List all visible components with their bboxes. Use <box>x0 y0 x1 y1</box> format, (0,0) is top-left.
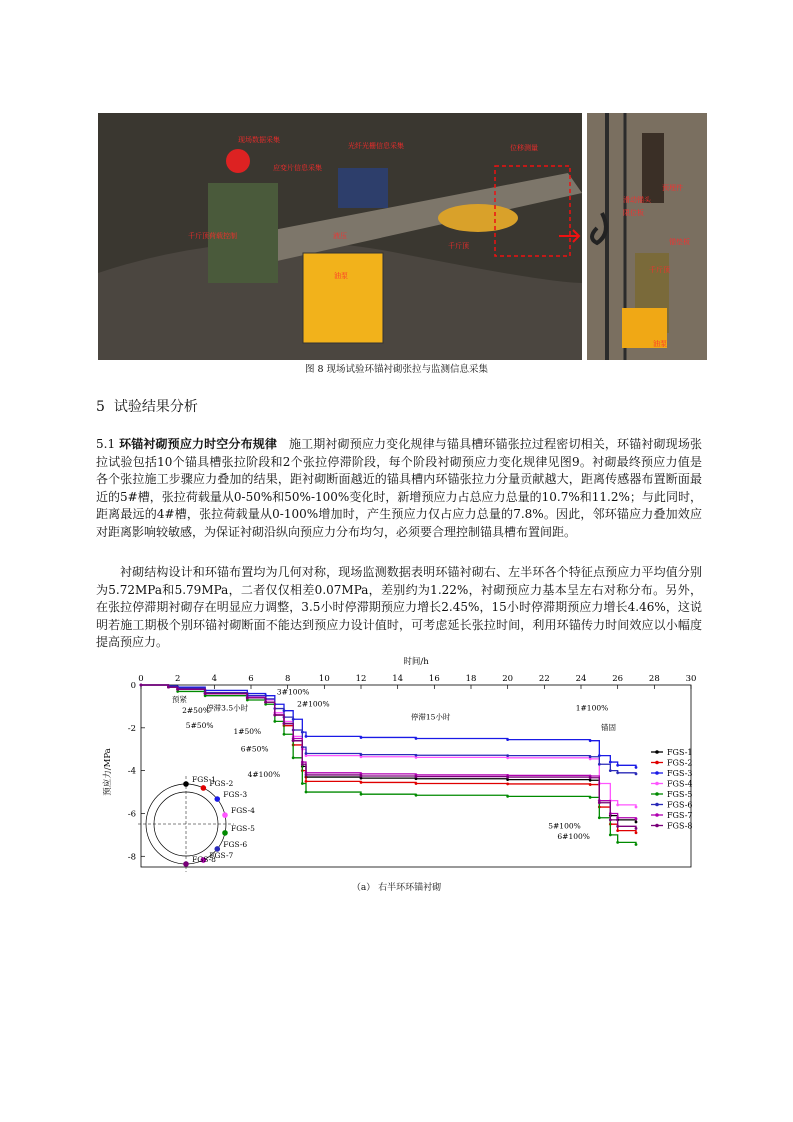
photo-label: 光纤光栅信息采集 <box>348 142 404 150</box>
chart-annotation: 2#50% <box>182 705 210 715</box>
gauge-label: FGS-3 <box>223 790 248 800</box>
anchor-detail-photo <box>587 113 707 360</box>
x-tick-label: 4 <box>211 674 218 684</box>
legend-label: FGS-6 <box>667 800 693 810</box>
legend-label: FGS-4 <box>667 779 693 789</box>
paragraph-2 <box>96 564 702 652</box>
chart-annotation: 6#100% <box>557 832 590 842</box>
chart-annotation: 2#100% <box>297 699 330 709</box>
prestress-chart-svg <box>96 652 716 882</box>
y-tick-label: -8 <box>127 852 136 863</box>
data-point <box>301 782 304 785</box>
data-point <box>598 763 601 766</box>
legend-label: FGS-5 <box>667 790 693 799</box>
prestress-chart <box>96 652 716 882</box>
data-point <box>305 780 308 783</box>
gauge-label: FGS-1 <box>192 775 216 784</box>
data-point <box>415 737 418 740</box>
data-point <box>204 692 207 695</box>
photo-label: 锚垫板 <box>669 238 690 246</box>
legend-label: FGS-3 <box>667 769 693 778</box>
chart-annotation: 停滞3.5小时 <box>206 703 249 713</box>
gauge-marker <box>222 812 228 818</box>
photo-label: 千斤顶 <box>448 242 469 250</box>
legend-label: FGS-7 <box>667 811 693 820</box>
x-tick-label: 22 <box>538 674 550 684</box>
data-point <box>506 778 509 781</box>
oil-pump-shape <box>303 253 383 343</box>
x-tick-label: 28 <box>648 674 660 684</box>
photo-label: 油泵 <box>653 340 667 348</box>
legend-label: FGS-2 <box>667 758 693 768</box>
monitor-shape <box>338 168 388 208</box>
data-point <box>616 841 619 844</box>
gauge-label: FGS-6 <box>223 839 248 849</box>
chart-annotation: 1#50% <box>233 727 262 737</box>
y-tick-label: 0 <box>130 681 136 691</box>
data-point <box>635 772 638 775</box>
data-point <box>635 821 638 824</box>
data-point <box>616 825 619 828</box>
worker-helmet <box>226 149 250 173</box>
x-tick-label: 8 <box>284 674 291 684</box>
data-point <box>246 696 249 699</box>
chart-annotation: 5#50% <box>185 720 214 730</box>
photo-label: 预埋件 <box>662 184 683 192</box>
data-point <box>609 761 612 764</box>
paragraph-1-text: 施工期衬砌预应力变化规律与锚具槽环锚张拉过程密切相关，环锚衬砌现场张拉试验包括10个锚具槽张拉阶段和2个张拉停滞阶段，每个阶段衬砌预应力变化规律见图9。衬砌最终预应力值是各个张拉施工步骤应力叠加的结果，距衬砌断面越近的锚具槽内环锚张拉力分量贡献越大，距离传感器布置断面最近的5#槽，张拉荷载量从0-50%和50%-100%变化时，新增预应力占总应力总量的10.7%和11.2%；与此同时，距离最远的4#槽，张拉荷载量从0-100%增加时，产生预应力仅占应力总量的7.8%。因此，邻环锚应力叠加效应对距离影响较敏感，为保证衬砌沿纵向预应力分布均匀，必须要合理控制锚具槽布置间距。 <box>96 437 702 539</box>
x-tick-label: 24 <box>575 674 587 684</box>
data-point <box>415 782 418 785</box>
gauge-label: FGS-7 <box>209 851 234 861</box>
data-point <box>609 833 612 836</box>
data-point <box>635 827 638 830</box>
x-tick-label: 30 <box>685 674 697 684</box>
x-tick-label: 0 <box>138 674 144 684</box>
subsection-title: 环锚衬砌预应力时空分布规律 <box>119 437 278 451</box>
data-point <box>616 804 619 807</box>
gauge-label: FGS-5 <box>230 823 255 833</box>
data-point <box>589 755 592 758</box>
data-point <box>609 769 612 772</box>
gauge-marker <box>183 861 189 867</box>
data-point <box>635 843 638 846</box>
y-tick-label: -4 <box>127 766 136 777</box>
chart-annotation: 3#100% <box>276 687 310 697</box>
x-axis-label: 时间/h <box>403 657 429 667</box>
photo-label: 千斤顶 <box>649 266 670 274</box>
data-point <box>506 738 509 741</box>
chart-annotation: 4#100% <box>247 770 281 780</box>
photo-label: 现场数据采集 <box>238 136 280 144</box>
gauge-marker <box>222 830 228 836</box>
legend-label: FGS-8 <box>667 821 693 831</box>
chart-annotation: 6#50% <box>240 744 269 754</box>
legend-marker <box>655 761 659 765</box>
x-tick-label: 6 <box>248 674 254 684</box>
photo-label: 液压 <box>333 232 347 240</box>
data-point <box>609 818 612 821</box>
photo-label: 限位板 <box>623 209 644 217</box>
gauge-label: FGS-2 <box>209 778 234 788</box>
data-point <box>305 774 308 777</box>
section-title: 试验结果分析 <box>113 399 198 415</box>
photo-label: 应变片信息采集 <box>273 164 322 172</box>
highlight-box <box>493 158 582 258</box>
site-photo-tensioning <box>98 113 582 360</box>
section-number: 5 <box>96 399 105 415</box>
chart-annotation: 1#100% <box>575 703 609 713</box>
data-point <box>589 783 592 786</box>
data-point <box>360 781 363 784</box>
legend-marker <box>655 782 659 786</box>
data-point <box>635 817 638 820</box>
section-heading <box>96 396 198 416</box>
photo-label: 油泵 <box>334 272 348 280</box>
chart-annotation: 停滞15小时 <box>410 712 451 722</box>
gauge-marker <box>183 781 189 787</box>
data-point <box>273 720 276 723</box>
data-point <box>292 756 295 759</box>
series-line-fgs-6 <box>141 685 636 774</box>
x-tick-label: 20 <box>502 674 514 684</box>
gauge-label: FGS-4 <box>230 806 255 816</box>
chart-annotation: 锚固 <box>601 722 616 732</box>
data-point <box>360 775 363 778</box>
data-point <box>140 684 143 687</box>
data-point <box>360 793 363 796</box>
data-point <box>283 722 286 725</box>
data-point <box>635 806 638 809</box>
subsection-number: 5.1 <box>96 437 116 451</box>
data-point <box>305 735 308 738</box>
x-tick-label: 10 <box>318 674 330 684</box>
legend-marker <box>655 771 659 775</box>
figure-9a-caption: （a） 右半环环锚衬砌 <box>351 883 442 893</box>
data-point <box>264 701 267 704</box>
data-point <box>506 776 509 779</box>
data-point <box>506 754 509 757</box>
data-point <box>415 794 418 797</box>
data-point <box>589 739 592 742</box>
data-point <box>176 688 179 691</box>
x-tick-label: 18 <box>465 674 477 684</box>
data-point <box>616 771 619 774</box>
x-tick-label: 14 <box>392 674 404 684</box>
legend-marker <box>655 750 659 754</box>
data-point <box>635 766 638 769</box>
data-point <box>167 686 170 689</box>
data-point <box>616 829 619 832</box>
chart-annotation: 5#100% <box>548 821 581 831</box>
photo-label: 滑动锚头 <box>623 196 651 204</box>
data-point <box>283 733 286 736</box>
data-point <box>589 776 592 779</box>
data-point <box>301 763 304 766</box>
data-point <box>635 831 638 834</box>
data-point <box>305 791 308 794</box>
data-point <box>616 764 619 767</box>
data-point <box>598 801 601 804</box>
plot-area <box>128 674 697 872</box>
gauge-marker <box>214 796 220 802</box>
data-point <box>305 752 308 755</box>
paragraph-1 <box>96 436 702 542</box>
paragraph-2-text: 衬砌结构设计和环锚布置均为几何对称，现场监测数据表明环锚衬砌右、左半环各个特征点预应力平均值分别为5.72MPa和5.79MPa，二者仅仅相差0.07MPa，差别约为1.22%，衬砌预应力基本呈左右对称分布。另外，在张拉停滞期衬砌存在明显应力调整，3.5小时停滞期预应力增长2.45%，15小时停滞期预应力增长4.46%，这说明若施工期极个别环锚衬砌断面不能达到预应力设计值时，可考虑延长张拉时间，利用环锚传力时间效应以小幅度提高预应力。 <box>96 565 702 650</box>
photo-label: 位移测量 <box>510 144 538 152</box>
x-tick-label: 16 <box>428 674 440 684</box>
figure-8-caption: 图 8 现场试验环锚衬砌张拉与监测信息采集 <box>304 364 489 375</box>
data-point <box>273 714 276 717</box>
legend-marker <box>655 803 659 807</box>
data-point <box>360 736 363 739</box>
data-point <box>589 779 592 782</box>
x-tick-label: 26 <box>612 674 624 684</box>
data-point <box>616 816 619 819</box>
data-point <box>415 754 418 757</box>
x-tick-label: 2 <box>174 674 181 684</box>
y-tick-label: -6 <box>127 809 136 820</box>
legend-label: FGS-1 <box>667 748 693 757</box>
chart-annotation: 预紧 <box>172 695 187 705</box>
y-axis-label: 预应力/MPa <box>103 748 113 796</box>
data-point <box>598 816 601 819</box>
data-point <box>415 775 418 778</box>
gauge-label: FGS-8 <box>192 855 216 864</box>
data-point <box>506 783 509 786</box>
legend-marker <box>655 813 659 817</box>
gauge-marker <box>201 785 207 791</box>
legend-marker <box>655 792 659 796</box>
data-point <box>589 796 592 799</box>
y-tick-label: -2 <box>127 723 136 734</box>
data-point <box>506 795 509 798</box>
photo-label: 千斤顶荷载控制 <box>188 232 237 240</box>
legend-marker <box>655 824 659 828</box>
data-point <box>292 739 295 742</box>
data-point <box>360 753 363 756</box>
x-tick-label: 12 <box>355 674 367 684</box>
